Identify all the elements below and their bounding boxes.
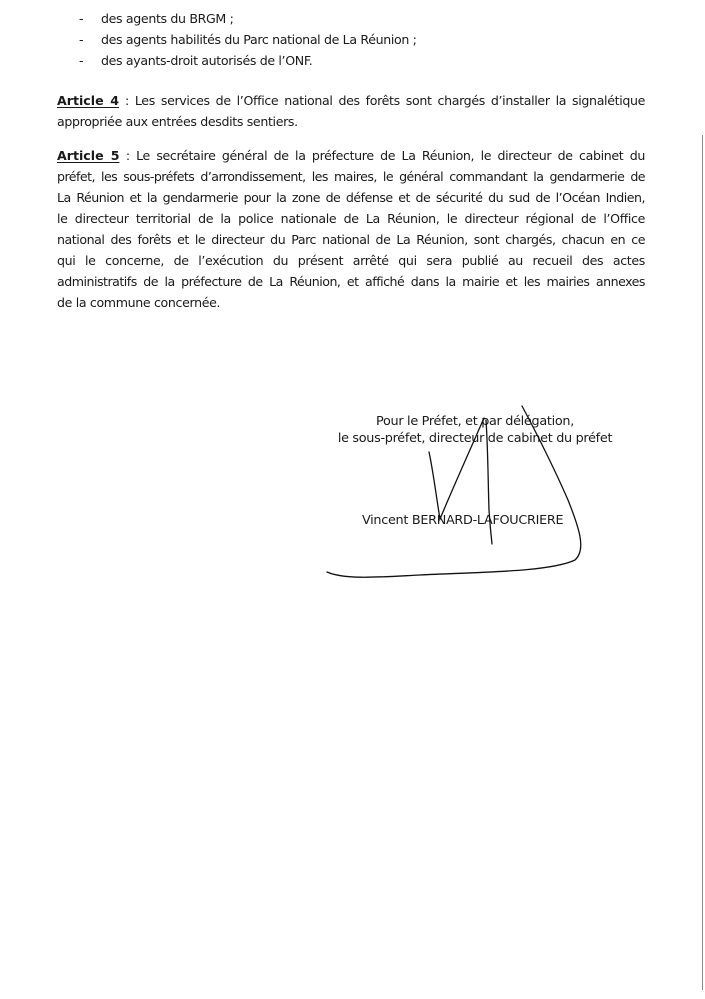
article-4-text: Les services de l’Office national des forêts sont chargés d’installer la signalétique bbox=[134, 93, 646, 108]
bullet-dash: - bbox=[79, 53, 84, 68]
signature-title-line: le sous-préfet, directeur de cabinet du préfet bbox=[337, 431, 613, 446]
signature-delegation-line: Pour le Préfet, et par délégation, bbox=[376, 414, 574, 429]
bullet-text: des agents habilités du Parc national de La Réunion ; bbox=[101, 32, 417, 47]
article-5-line: de la commune concernée. bbox=[57, 295, 221, 310]
signatory-name: Vincent BERNARD-LAFOUCRIERE bbox=[362, 513, 564, 528]
article-5-line: national des forêts et le directeur du Parc national de La Réunion, sont chargés, chacun en ce bbox=[57, 232, 645, 247]
article-5-line: le directeur territorial de la police nationale de La Réunion, le directeur régional de l’Office bbox=[57, 211, 645, 226]
article-5-line bbox=[57, 148, 645, 164]
scan-edge-line bbox=[702, 135, 703, 990]
article-5-line: La Réunion et la gendarmerie pour la zone de défense et de sécurité du sud de l’Océan Indien, bbox=[57, 190, 645, 205]
article-4-line: appropriée aux entrées desdits sentiers. bbox=[57, 114, 298, 129]
bullet-text: des agents du BRGM ; bbox=[101, 11, 234, 26]
bullet-text: des ayants-droit autorisés de l’ONF. bbox=[101, 53, 313, 68]
article-4-label: Article 4 bbox=[57, 93, 120, 108]
bullet-dash: - bbox=[79, 11, 84, 26]
article-5-line: qui le concerne, de l’exécution du présent arrêté qui sera publié au recueil des actes bbox=[57, 253, 645, 268]
article-5-text: Le secrétaire général de la préfecture de La Réunion, le directeur de cabinet du bbox=[136, 148, 646, 163]
article-separator: : bbox=[119, 93, 135, 108]
bullet-dash: - bbox=[79, 32, 84, 47]
article-4-line bbox=[57, 93, 645, 109]
article-5-line: préfet, les sous-préfets d’arrondissement, les maires, le général commandant la gendarmerie de bbox=[57, 169, 645, 184]
article-5-label: Article 5 bbox=[57, 148, 120, 163]
article-5-line: administratifs de la préfecture de La Réunion, et affiché dans la mairie et les mairies annexes bbox=[57, 274, 645, 289]
article-separator: : bbox=[119, 148, 137, 163]
